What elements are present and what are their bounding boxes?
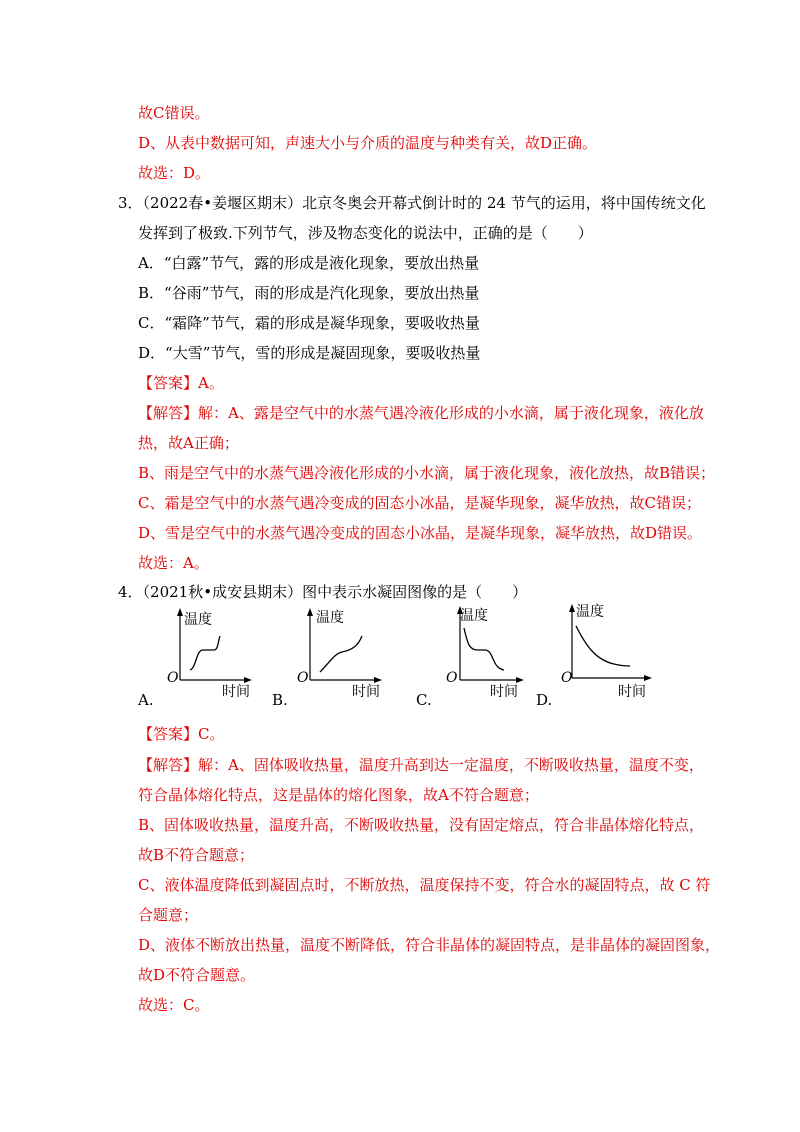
q3-option-d: D．“大雪”节气，雪的形成是凝固现象，要吸收热量 bbox=[138, 344, 481, 362]
q4-analysis-9: 故选：C。 bbox=[138, 996, 210, 1014]
q3-analysis-1: 【解答】解：A、露是空气中的水蒸气遇冷液化形成的小水滴，属于液化现象，液化放 bbox=[138, 404, 704, 422]
q4-graph-d-ylabel: 温度 bbox=[576, 604, 604, 620]
q4-option-d-letter: D. bbox=[536, 691, 553, 709]
q3-analysis-2: 热，故A正确； bbox=[138, 434, 239, 452]
q4-answer: 【答案】C。 bbox=[138, 725, 225, 743]
q4-analysis-3: B、固体吸收热量，温度升高，不断吸收热量，没有固定熔点，符合非晶体熔化特点， bbox=[138, 816, 705, 834]
q4-analysis-1: 【解答】解：A、固体吸收热量，温度升高到达一定温度，不断吸收热量，温度不变， bbox=[138, 756, 704, 774]
q4-analysis-2: 符合晶体熔化特点，这是晶体的熔化图象，故A不符合题意； bbox=[138, 786, 539, 804]
q3-answer: 【答案】A。 bbox=[138, 374, 224, 392]
q4-analysis-8: 故D不符合题意。 bbox=[138, 966, 256, 984]
q4-graph-c-origin: O bbox=[446, 670, 458, 686]
q2-tail-line-1: 故C错误。 bbox=[138, 104, 210, 122]
q4-option-c-letter: C. bbox=[416, 691, 432, 709]
q4-option-b-letter: B. bbox=[272, 691, 288, 709]
q3-analysis-5: D、雪是空气中的水蒸气遇冷变成的固态小冰晶，是凝华现象，凝华放热，故D错误。 bbox=[138, 524, 703, 542]
q3-analysis-6: 故选：A。 bbox=[138, 554, 209, 572]
q3-option-c: C．“霜降”节气，霜的形成是凝华现象，要吸收热量 bbox=[138, 314, 480, 332]
q4-graph-b-ylabel: 温度 bbox=[316, 610, 344, 626]
q4-analysis-4: 故B不符合题意； bbox=[138, 846, 255, 864]
q2-tail-line-3: 故选：D。 bbox=[138, 164, 211, 182]
q4-graph-c-ylabel: 温度 bbox=[460, 608, 488, 624]
q2-tail-line-2: D、从表中数据可知，声速大小与介质的温度与种类有关，故D正确。 bbox=[138, 134, 598, 152]
q4-graph-a-ylabel: 温度 bbox=[184, 612, 212, 628]
q4-graph-c-xlabel: 时间 bbox=[490, 684, 518, 700]
q3-option-b: B．“谷雨”节气，雨的形成是汽化现象，要放出热量 bbox=[138, 284, 480, 302]
q4-analysis-6: 合题意； bbox=[138, 906, 199, 924]
q4-stem: 4．（2021秋•成安县期末）图中表示水凝固图像的是（ ） bbox=[118, 583, 528, 601]
q4-graph-a-xlabel: 时间 bbox=[222, 684, 250, 700]
q4-graph-d-origin: O bbox=[561, 670, 573, 686]
q3-analysis-4: C、霜是空气中的水蒸气遇冷变成的固态小冰晶，是凝华现象，凝华放热，故C错误； bbox=[138, 494, 701, 512]
q4-graph-b-xlabel: 时间 bbox=[352, 684, 380, 700]
q4-analysis-7: D、液体不断放出热量，温度不断降低，符合非晶体的凝固特点，是非晶体的凝固图象， bbox=[138, 936, 721, 954]
q3-stem-line-2: 发挥到了极致.下列节气，涉及物态变化的说法中，正确的是（ ） bbox=[138, 224, 593, 242]
q4-analysis-5: C、液体温度降低到凝固点时，不断放热，温度保持不变，符合水的凝固特点，故 C 符 bbox=[138, 876, 711, 894]
q4-graph-d-xlabel: 时间 bbox=[618, 684, 646, 700]
q4-graph-b-origin: O bbox=[297, 670, 309, 686]
q3-option-a: A．“白露”节气，露的形成是液化现象，要放出热量 bbox=[138, 254, 480, 272]
q4-option-a-letter: A. bbox=[138, 691, 154, 709]
q3-analysis-3: B、雨是空气中的水蒸气遇冷液化形成的小水滴，属于液化现象，液化放热，故B错误； bbox=[138, 464, 716, 482]
q4-graph-a-origin: O bbox=[167, 670, 179, 686]
q3-stem-line-1: 3．（2022春•姜堰区期末）北京冬奥会开幕式倒计时的 24 节气的运用，将中国传统文化 bbox=[118, 194, 706, 212]
